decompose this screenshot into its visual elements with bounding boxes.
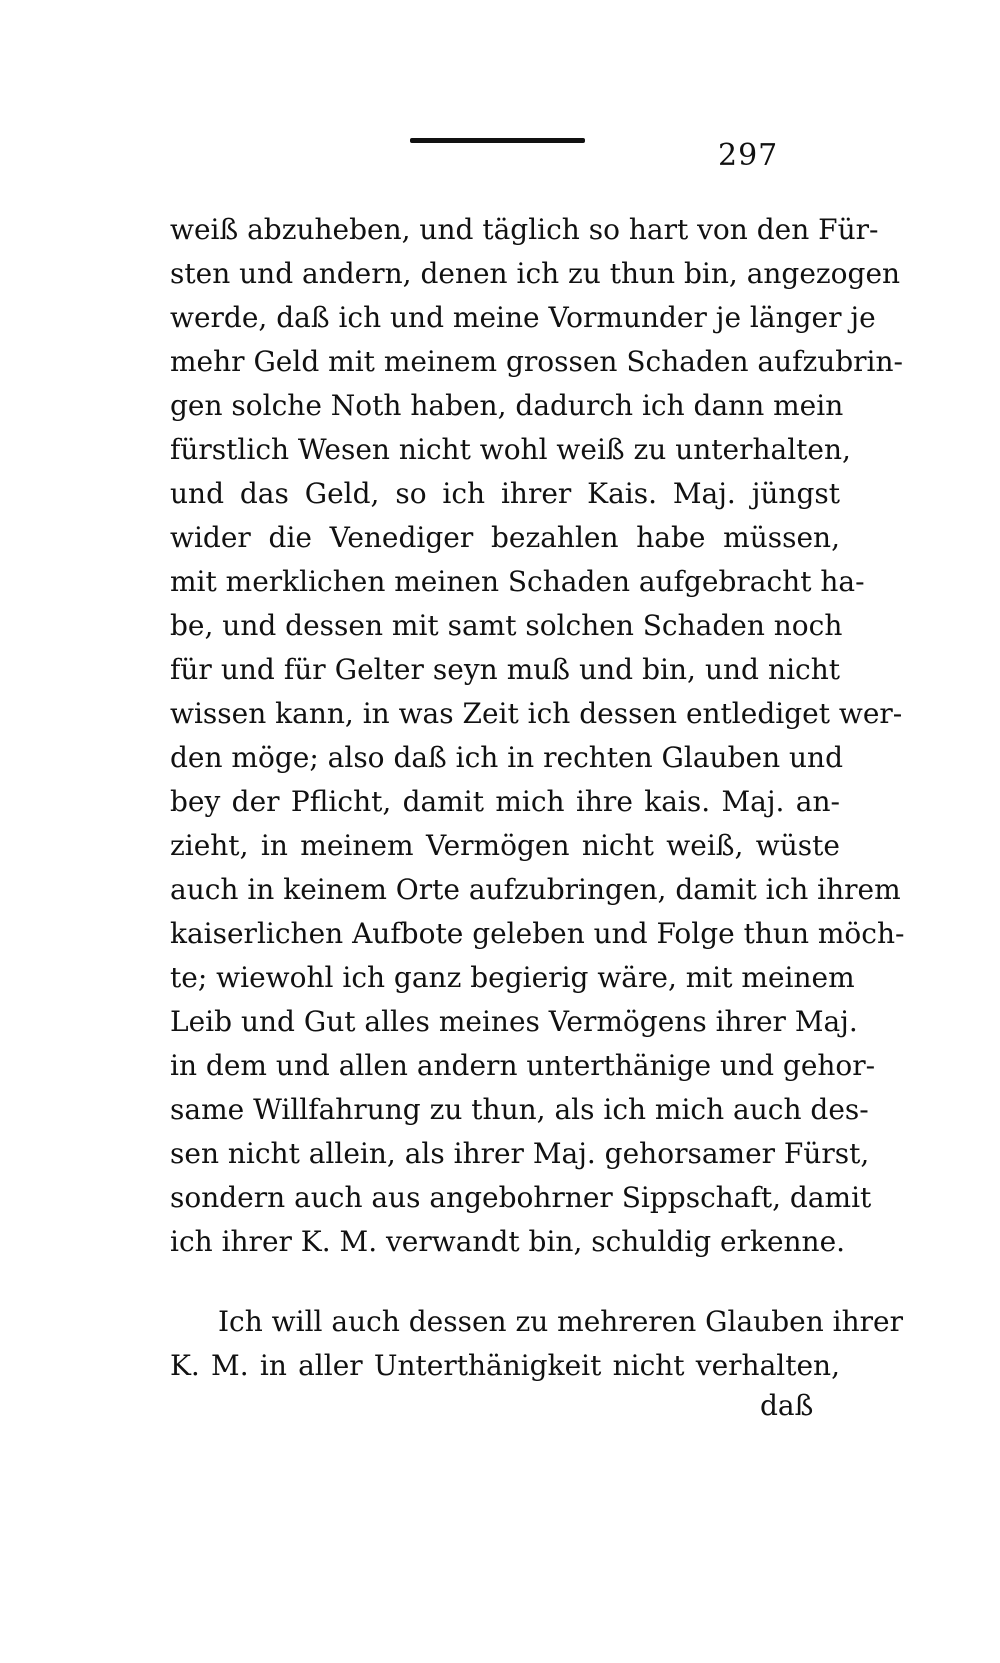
header-rule [410,138,585,143]
paragraph-1 [170,208,905,1264]
paragraph-2 [170,1300,903,1388]
text-line: sten und andern, denen ich zu thun bin, angezogen [170,257,901,290]
text-line: und das Geld, so ich ihrer Kais. Maj. jüngst [170,477,840,510]
text-line: auch in keinem Orte aufzubringen, damit ich ihrem [170,873,901,906]
text-line: mehr Geld mit meinem grossen Schaden aufzubrin- [170,345,904,378]
text-line: te; wiewohl ich ganz begierig wäre, mit meinem [170,961,855,994]
text-line: für und für Gelter seyn muß und bin, und nicht [170,653,840,686]
text-line: K. M. in aller Unterthänigkeit nicht verhalten, [170,1349,840,1382]
text-line: wissen kann, in was Zeit ich dessen entlediget wer- [170,697,903,730]
text-line: in dem und allen andern unterthänige und gehor- [170,1049,876,1082]
text-line: fürstlich Wesen nicht wohl weiß zu unterhalten, [170,433,851,466]
text-line: zieht, in meinem Vermögen nicht weiß, wüste [170,829,840,862]
text-line: wider die Venediger bezahlen habe müssen, [170,521,840,554]
text-line: mit merklichen meinen Schaden aufgebracht ha- [170,565,865,598]
page-number: 297 [718,138,779,173]
text-line: werde, daß ich und meine Vormunder je länger je [170,301,876,334]
text-line: gen solche Noth haben, dadurch ich dann mein [170,389,844,422]
text-line: ich ihrer K. M. verwandt bin, schuldig erkenne. [170,1225,846,1258]
catchword: daß [760,1389,814,1422]
text-line: sondern auch aus angebohrner Sippschaft, damit [170,1181,872,1214]
text-line: Ich will auch dessen zu mehreren Glauben ihrer [218,1305,903,1338]
text-line: weiß abzuheben, und täglich so hart von den Für- [170,213,879,246]
text-line: bey der Pflicht, damit mich ihre kais. Maj. an- [170,785,840,818]
text-line: sen nicht allein, als ihrer Maj. gehorsamer Fürst, [170,1137,870,1170]
text-line: Leib und Gut alles meines Vermögens ihrer Maj. [170,1005,858,1038]
text-line: be, und dessen mit samt solchen Schaden noch [170,609,843,642]
text-line: kaiserlichen Aufbote geleben und Folge thun möch- [170,917,905,950]
text-line: same Willfahrung zu thun, als ich mich auch des- [170,1093,869,1126]
text-line: den möge; also daß ich in rechten Glauben und [170,741,844,774]
